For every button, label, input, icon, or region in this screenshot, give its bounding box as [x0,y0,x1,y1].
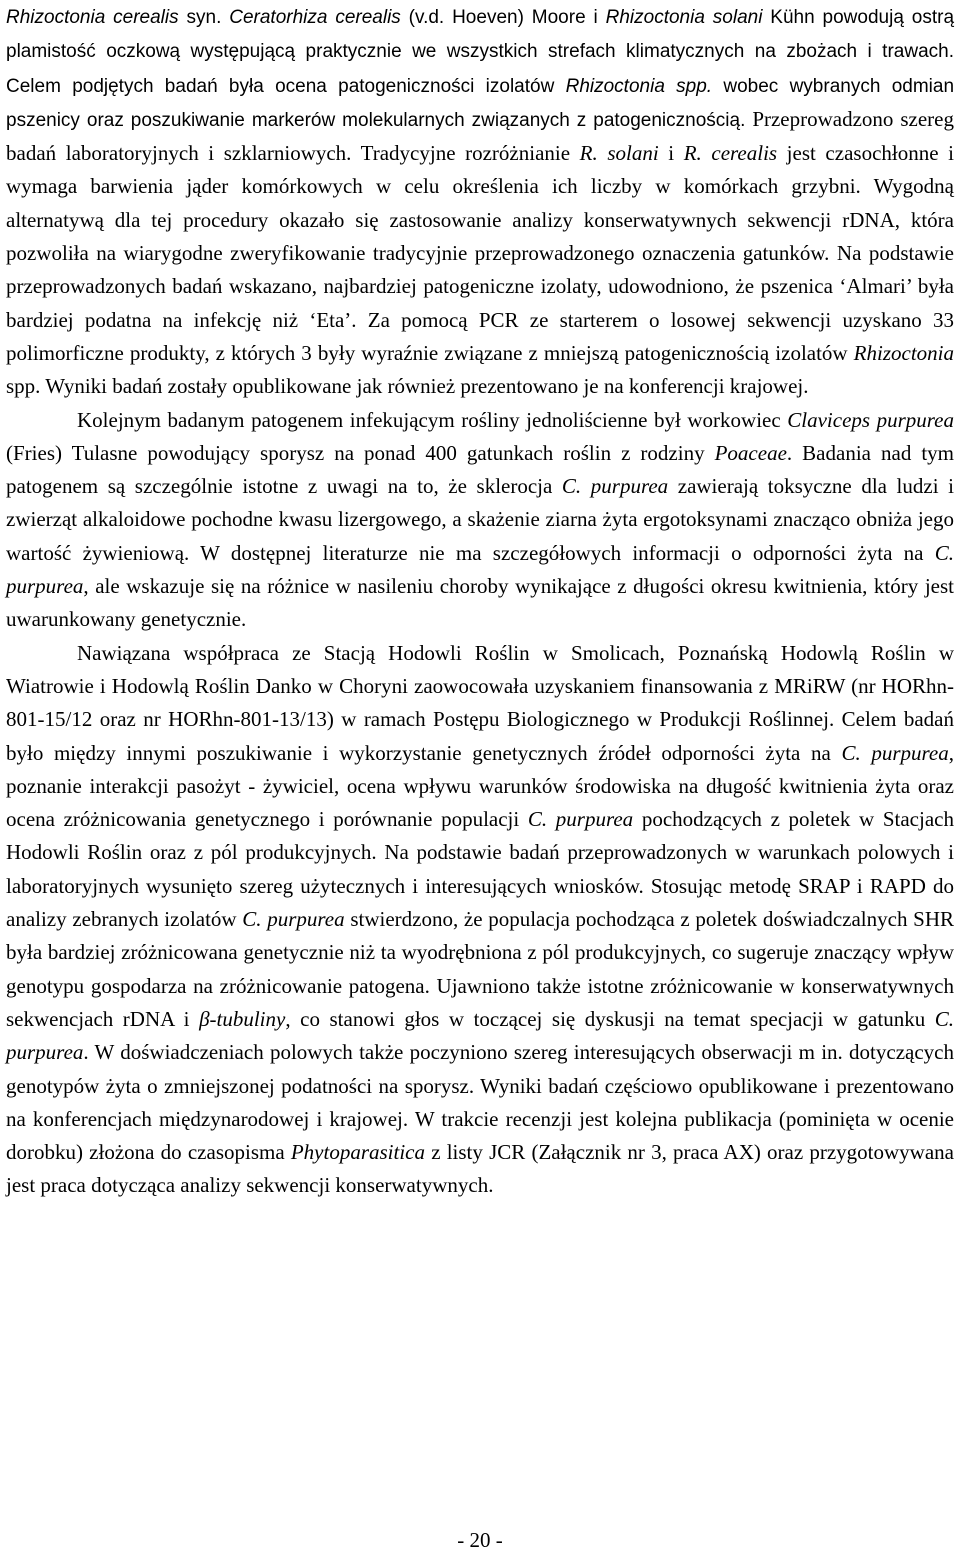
italic-text: Rhizoctonia spp. [565,75,713,97]
text-run: (Fries) Tulasne powodujący sporysz na ponad 400 gatunkach roślin z rodziny [6,440,715,465]
italic-text: Rhizoctonia solani [605,7,763,28]
text-run: Przeprowadzono szereg badań laboratoryjnych i szklarniowych. Tradycyjne rozróżnianie [6,106,954,166]
paragraph [6,404,954,637]
italic-text: Phytoparasitica [290,1140,425,1165]
italic-text: Claviceps purpurea [787,407,954,432]
italic-text: Rhizoctonia [853,340,954,365]
text-run: . W doświadczeniach polowych także poczyniono szereg interesujących obserwacji m in. dotyczących genotypów żyta o zmniejszonej podatności na sporysz. Wyniki badań częściowo opublikowane i prezentowano na konferencjach międzynarodowej i krajowej. W trakcie recenzji jest kolejna publikacja (pominięta w ocenie dorobku) złożona do czasopisma [6,1040,954,1165]
text-run: (v.d. Hoeven) Moore i [400,7,606,28]
italic-text: C. purpurea [841,740,949,765]
paragraph [6,0,954,404]
italic-text: C. purpurea [561,474,669,499]
text-run: wobec wybranych odmian pszenicy oraz poszukiwanie markerów molekularnych związanych z patogenicznością. [6,75,955,131]
paragraph [6,637,954,1203]
text-run: , poznanie interakcji pasożyt - żywiciel, ocena wpływu warunków środowiska na długość kwitnienia żyta oraz ocena zróżnicowania genetycznego i porównanie populacji [6,740,954,832]
text-run: stwierdzono, że populacja pochodząca z poletek doświadczalnych SHR była bardziej zróżnicowana genetycznie niż ta wyodrębniona z pól produkcyjnych, co sugeruje znaczący wpływ genotypu gospodarza na zróżnicowanie patogena. Ujawniono także istotne zróżnicowanie w konserwatywnych sekwencjach rDNA i [6,907,954,1031]
italic-text: Rhizoctonia cerealis [6,7,179,28]
italic-text: Ceratorhiza cerealis [229,7,401,28]
text-run: , ale wskazuje się na różnice w nasileniu choroby wynikające z długości okresu kwitnienia, który jest uwarunkowany genetycznie. [6,574,954,632]
text-run: spp. Wyniki badań zostały opublikowane jak również prezentowano je na konferencji krajowej. [6,374,809,399]
italic-text: Poaceae [714,440,787,465]
text-run: i [658,141,684,166]
body-text [6,0,954,1203]
text-run: , co stanowi głos w toczącej się dyskusji na temat specjacji w gatunku [285,1006,935,1031]
page-number: - 20 - [457,1528,503,1552]
text-run: z listy JCR (Załącznik nr 3, praca AX) oraz przygotowywana jest praca dotycząca analizy sekwencji konserwatywnych. [6,1140,954,1198]
italic-text: C. purpurea [527,807,634,832]
italic-text: C. purpurea [242,907,345,932]
italic-text: C. purpurea [6,1006,954,1065]
text-run: Kühn powodują ostrą plamistość oczkową występującą praktycznie we wszystkich strefach klimatycznych na zbożach i trawach. Celem podjętych badań była ocena patogeniczności izolatów [6,7,955,97]
italic-text: R. cerealis [683,141,778,166]
italic-text: β-tubuliny [199,1006,286,1031]
italic-text: R. solani [579,141,659,166]
text-run: jest czasochłonne i wymaga barwienia jąder komórkowych w celu określenia ich liczby w komórkach grzybni. Wygodną alternatywą dla tej procedury okazało się zastosowanie analizy konserwatywnych sekwencji rDNA, która pozwoliła na wiarygodne zweryfikowanie tradycyjnie przeprowadzonego oznaczenia gatunków. Na podstawie przeprowadzonych badań wskazano, najbardziej patogeniczne izolaty, udowodniono, że pszenica ‘Almari’ była bardziej podatna na infekcję niż ‘Eta’. Za pomocą PCR ze starterem o losowej sekwencji uzyskano 33 polimorficzne produkty, z których 3 były wyraźnie związane z mniejszą patogenicznością izolatów [6,141,954,365]
text-run: zawierają toksyczne dla ludzi i zwierząt alkaloidowe pochodne kwasu lizergowego, a skażenie ziarna żyta ergotoksynami znacząco obniża jego wartość żywieniową. W dostępnej literaturze nie ma szczegółowych informacji o odporności żyta na [6,474,954,565]
text-run: pochodzących z poletek w Stacjach Hodowli Roślin oraz z pól produkcyjnych. Na podstawie badań przeprowadzonych w warunkach polowych i laboratoryjnych wysunięto szereg użytecznych i interesujących wniosków. Stosując metodę SRAP i RAPD do analizy zebranych izolatów [6,807,954,932]
italic-text: C. purpurea [6,540,954,599]
text-run: Kolejnym badanym patogenem infekującym rośliny jednoliścienne był workowiec [77,407,788,432]
document-page [6,0,954,1203]
text-run: syn. [178,7,230,28]
text-run: . Badania nad tym patogenem są szczególnie istotne z uwagi na to, że sklerocja [6,440,955,499]
text-run: Nawiązana współpraca ze Stacją Hodowli Roślin w Smolicach, Poznańską Hodowlą Roślin w Wiatrowie i Hodowlą Roślin Danko w Choryni zaowocowała uzyskaniem finansowania z MRiRW (nr HORhn-801-15/12 oraz nr HORhn-801-13/13) w ramach Postępu Biologicznego w Produkcji Roślinnej. Celem badań było między innymi poszukiwanie i wykorzystanie genetycznych źródeł odporności żyta na [6,640,954,765]
